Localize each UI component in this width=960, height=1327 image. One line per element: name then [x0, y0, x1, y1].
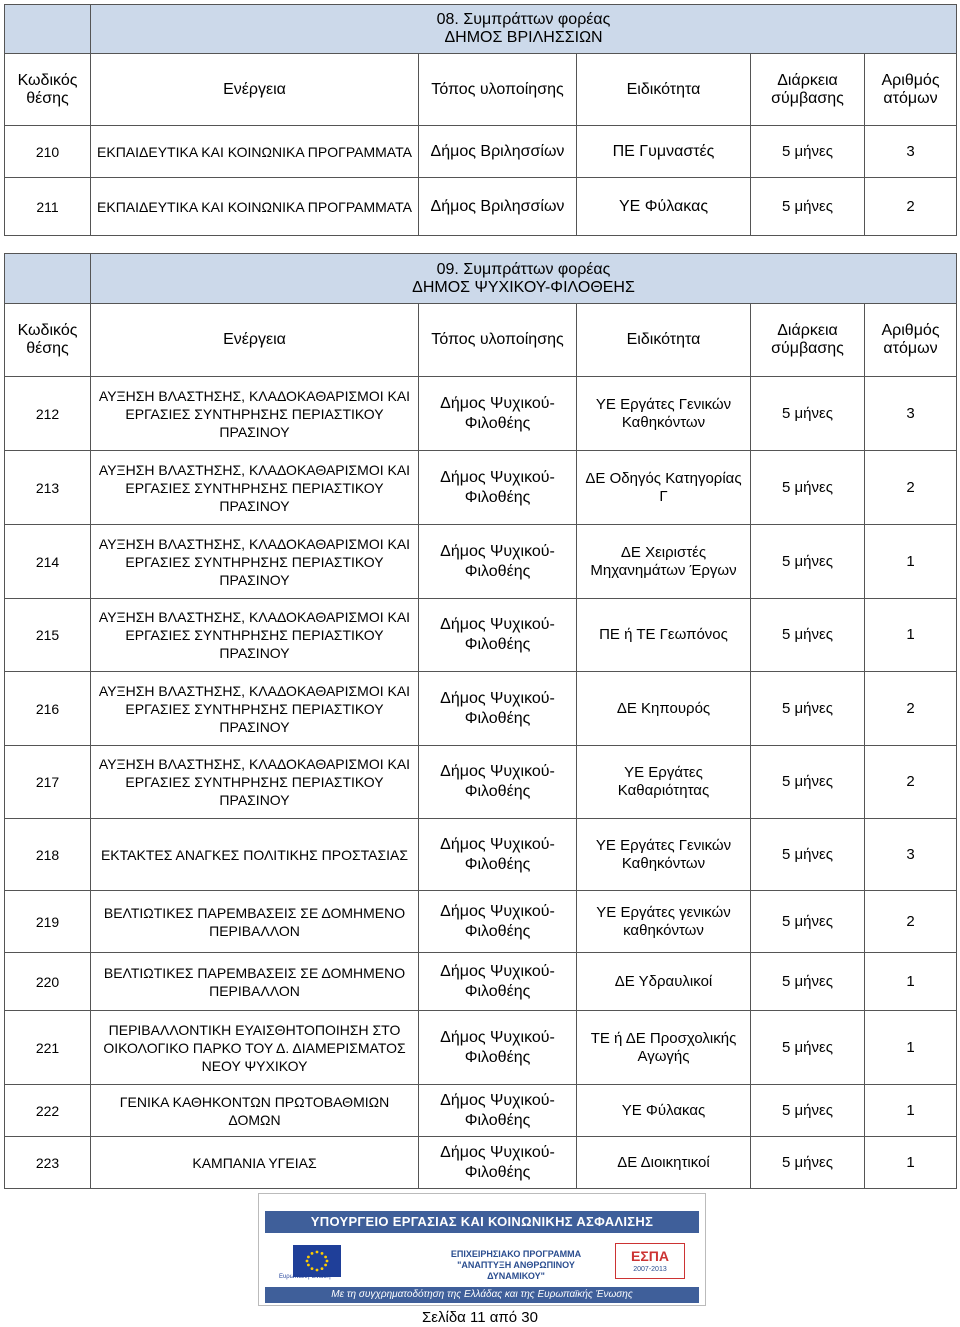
cell-specialty: ΔΕ Διοικητικοί: [577, 1137, 751, 1189]
cell-duration: 5 μήνες: [751, 672, 865, 746]
section-09-table: [4, 253, 957, 1189]
cell-specialty: ΔΕ Κηπουρός: [577, 672, 751, 746]
header-specialty: Ειδικότητα: [577, 54, 751, 126]
cell-specialty: ΥΕ Εργάτες Γενικών Καθηκόντων: [577, 377, 751, 451]
cell-code: 210: [5, 126, 91, 178]
header-row: [5, 54, 957, 126]
cell-count: 2: [865, 178, 957, 236]
espa-label: ΕΣΠΑ: [631, 1248, 669, 1264]
eu-caption: Ευρωπαϊκή Ένωση: [279, 1274, 331, 1280]
cell-action: ΑΥΞΗΣΗ ΒΛΑΣΤΗΣΗΣ, ΚΛΑΔΟΚΑΘΑΡΙΣΜΟΙ ΚΑΙ ΕΡΓΑΣΙΕΣ ΣΥΝΤΗΡΗΣΗΣ ΠΕΡΙΑΣΤΙΚΟΥ ΠΡΑΣΙΝΟΥ: [91, 377, 419, 451]
header-place: Τόπος υλοποίησης: [419, 54, 577, 126]
cell-duration: 5 μήνες: [751, 1085, 865, 1137]
cell-duration: 5 μήνες: [751, 451, 865, 525]
cell-count: 2: [865, 891, 957, 953]
table-row: [5, 819, 957, 891]
cell-specialty: ΥΕ Φύλακας: [577, 178, 751, 236]
ministry-title: ΥΠΟΥΡΓΕΙΟ ΕΡΓΑΣΙΑΣ ΚΑΙ ΚΟΙΝΩΝΙΚΗΣ ΑΣΦΑΛΙΣΗΣ: [265, 1211, 699, 1233]
cell-specialty: ΤΕ ή ΔΕ Προσχολικής Αγωγής: [577, 1011, 751, 1085]
header-code: Κωδικός θέσης: [5, 54, 91, 126]
cell-specialty: ΠΕ Γυμναστές: [577, 126, 751, 178]
cell-duration: 5 μήνες: [751, 891, 865, 953]
cell-code: 220: [5, 953, 91, 1011]
cell-code: 211: [5, 178, 91, 236]
cell-count: 1: [865, 953, 957, 1011]
cell-code: 216: [5, 672, 91, 746]
section-09-body: [5, 377, 957, 1189]
header-duration: Διάρκεια σύμβασης: [751, 304, 865, 377]
cell-specialty: ΠΕ ή ΤΕ Γεωπόνος: [577, 599, 751, 672]
cell-count: 1: [865, 1137, 957, 1189]
cell-action: ΒΕΛΤΙΩΤΙΚΕΣ ΠΑΡΕΜΒΑΣΕΙΣ ΣΕ ΔΟΜΗΜΕΝΟ ΠΕΡΙΒΑΛΛΟΝ: [91, 891, 419, 953]
section-08-table: [4, 4, 957, 236]
cell-count: 2: [865, 672, 957, 746]
header-duration: Διάρκεια σύμβασης: [751, 54, 865, 126]
cell-code: 222: [5, 1085, 91, 1137]
cell-action: ΚΑΜΠΑΝΙΑ ΥΓΕΙΑΣ: [91, 1137, 419, 1189]
cell-place: Δήμος Βριλησσίων: [419, 178, 577, 236]
operational-program-logo: ΕΠΙΧΕΙΡΗΣΙΑΚΟ ΠΡΟΓΡΑΜΜΑ "ΑΝΑΠΤΥΞΗ ΑΝΘΡΩΠΙΝΟΥ ΔΥΝΑΜΙΚΟΥ": [450, 1249, 582, 1281]
ministry-banner: [258, 1193, 706, 1306]
section-title: [91, 5, 957, 54]
cell-action: ΒΕΛΤΙΩΤΙΚΕΣ ΠΑΡΕΜΒΑΣΕΙΣ ΣΕ ΔΟΜΗΜΕΝΟ ΠΕΡΙΒΑΛΛΟΝ: [91, 953, 419, 1011]
cofinance-note: Με τη συγχρηματοδότηση της Ελλάδας και της Ευρωπαϊκής Ένωσης: [265, 1287, 699, 1303]
cell-code: 213: [5, 451, 91, 525]
header-code: Κωδικός θέσης: [5, 304, 91, 377]
cell-code: 219: [5, 891, 91, 953]
cell-code: 214: [5, 525, 91, 599]
cell-code: 223: [5, 1137, 91, 1189]
cell-count: 3: [865, 819, 957, 891]
table-row: [5, 891, 957, 953]
cell-place: Δήμος Ψυχικού-Φιλοθέης: [419, 1085, 577, 1137]
cell-duration: 5 μήνες: [751, 1011, 865, 1085]
header-action: Ενέργεια: [91, 54, 419, 126]
cell-action: ΠΕΡΙΒΑΛΛΟΝΤΙΚΗ ΕΥΑΙΣΘΗΤΟΠΟΙΗΣΗ ΣΤΟ ΟΙΚΟΛΟΓΙΚΟ ΠΑΡΚΟ ΤΟΥ Δ. ΔΙΑΜΕΡΙΣΜΑΤΟΣ ΝΕΟΥ ΨΥΧΙΚΟΥ: [91, 1011, 419, 1085]
cell-place: Δήμος Ψυχικού-Φιλοθέης: [419, 1011, 577, 1085]
cell-count: 2: [865, 746, 957, 819]
header-count: Αριθμός ατόμων: [865, 304, 957, 377]
cell-code: 215: [5, 599, 91, 672]
eu-flag-icon: [293, 1245, 341, 1277]
cell-place: Δήμος Ψυχικού-Φιλοθέης: [419, 377, 577, 451]
cell-place: Δήμος Ψυχικού-Φιλοθέης: [419, 746, 577, 819]
table-row: [5, 953, 957, 1011]
cell-duration: 5 μήνες: [751, 819, 865, 891]
cell-specialty: ΔΕ Οδηγός Κατηγορίας Γ: [577, 451, 751, 525]
cell-count: 2: [865, 451, 957, 525]
cell-count: 3: [865, 126, 957, 178]
cell-specialty: ΥΕ Εργάτες Καθαριότητας: [577, 746, 751, 819]
cell-action: ΑΥΞΗΣΗ ΒΛΑΣΤΗΣΗΣ, ΚΛΑΔΟΚΑΘΑΡΙΣΜΟΙ ΚΑΙ ΕΡΓΑΣΙΕΣ ΣΥΝΤΗΡΗΣΗΣ ΠΕΡΙΑΣΤΙΚΟΥ ΠΡΑΣΙΝΟΥ: [91, 599, 419, 672]
table-row: [5, 1137, 957, 1189]
header-row: [5, 304, 957, 377]
cell-duration: 5 μήνες: [751, 377, 865, 451]
cell-place: Δήμος Ψυχικού-Φιλοθέης: [419, 525, 577, 599]
cell-specialty: ΔΕ Χειριστές Μηχανημάτων Έργων: [577, 525, 751, 599]
header-action: Ενέργεια: [91, 304, 419, 377]
espa-years: 2007-2013: [633, 1266, 667, 1273]
cell-duration: 5 μήνες: [751, 1137, 865, 1189]
table-row: [5, 451, 957, 525]
section-title-line2: ΔΗΜΟΣ ΨΥΧΙΚΟΥ-ΦΙΛΟΘΕΗΣ: [412, 278, 635, 296]
cell-code: 217: [5, 746, 91, 819]
table-row: [5, 377, 957, 451]
cell-action: ΑΥΞΗΣΗ ΒΛΑΣΤΗΣΗΣ, ΚΛΑΔΟΚΑΘΑΡΙΣΜΟΙ ΚΑΙ ΕΡΓΑΣΙΕΣ ΣΥΝΤΗΡΗΣΗΣ ΠΕΡΙΑΣΤΙΚΟΥ ΠΡΑΣΙΝΟΥ: [91, 672, 419, 746]
cell-action: ΓΕΝΙΚΑ ΚΑΘΗΚΟΝΤΩΝ ΠΡΩΤΟΒΑΘΜΙΩΝ ΔΟΜΩΝ: [91, 1085, 419, 1137]
cell-duration: 5 μήνες: [751, 746, 865, 819]
cell-code: 218: [5, 819, 91, 891]
cell-place: Δήμος Ψυχικού-Φιλοθέης: [419, 819, 577, 891]
section-title-line2: ΔΗΜΟΣ ΒΡΙΛΗΣΣΙΩΝ: [444, 29, 603, 46]
cell-duration: 5 μήνες: [751, 126, 865, 178]
cell-specialty: ΥΕ Εργάτες Γενικών Καθηκόντων: [577, 819, 751, 891]
cell-place: Δήμος Ψυχικού-Φιλοθέης: [419, 599, 577, 672]
table-row: [5, 672, 957, 746]
cell-place: Δήμος Ψυχικού-Φιλοθέης: [419, 451, 577, 525]
cell-action: ΕΚΠΑΙΔΕΥΤΙΚΑ ΚΑΙ ΚΟΙΝΩΝΙΚΑ ΠΡΟΓΡΑΜΜΑΤΑ: [91, 178, 419, 236]
cell-place: Δήμος Ψυχικού-Φιλοθέης: [419, 1137, 577, 1189]
cell-count: 3: [865, 377, 957, 451]
table-row: [5, 746, 957, 819]
table-row: [5, 1085, 957, 1137]
cell-duration: 5 μήνες: [751, 178, 865, 236]
empty-title-cell: [5, 254, 91, 304]
section-title-line1: 08. Συμπράττων φορέας: [436, 11, 611, 28]
cell-code: 212: [5, 377, 91, 451]
cell-place: Δήμος Ψυχικού-Φιλοθέης: [419, 953, 577, 1011]
cell-action: ΑΥΞΗΣΗ ΒΛΑΣΤΗΣΗΣ, ΚΛΑΔΟΚΑΘΑΡΙΣΜΟΙ ΚΑΙ ΕΡΓΑΣΙΕΣ ΣΥΝΤΗΡΗΣΗΣ ΠΕΡΙΑΣΤΙΚΟΥ ΠΡΑΣΙΝΟΥ: [91, 746, 419, 819]
cell-action: ΑΥΞΗΣΗ ΒΛΑΣΤΗΣΗΣ, ΚΛΑΔΟΚΑΘΑΡΙΣΜΟΙ ΚΑΙ ΕΡΓΑΣΙΕΣ ΣΥΝΤΗΡΗΣΗΣ ΠΕΡΙΑΣΤΙΚΟΥ ΠΡΑΣΙΝΟΥ: [91, 525, 419, 599]
cell-count: 1: [865, 599, 957, 672]
header-count: Αριθμός ατόμων: [865, 54, 957, 126]
cell-place: Δήμος Ψυχικού-Φιλοθέης: [419, 672, 577, 746]
cell-duration: 5 μήνες: [751, 599, 865, 672]
table-row: [5, 126, 957, 178]
table-row: [5, 1011, 957, 1085]
header-place: Τόπος υλοποίησης: [419, 304, 577, 377]
table-row: [5, 525, 957, 599]
table-row: [5, 599, 957, 672]
cell-count: 1: [865, 1085, 957, 1137]
cell-duration: 5 μήνες: [751, 953, 865, 1011]
espa-logo: [615, 1243, 685, 1279]
cell-place: Δήμος Βριλησσίων: [419, 126, 577, 178]
cell-action: ΕΚΤΑΚΤΕΣ ΑΝΑΓΚΕΣ ΠΟΛΙΤΙΚΗΣ ΠΡΟΣΤΑΣΙΑΣ: [91, 819, 419, 891]
section-title: [91, 254, 957, 304]
header-specialty: Ειδικότητα: [577, 304, 751, 377]
cell-place: Δήμος Ψυχικού-Φιλοθέης: [419, 891, 577, 953]
table-row: [5, 178, 957, 236]
cell-specialty: ΥΕ Εργάτες γενικών καθηκόντων: [577, 891, 751, 953]
section-title-line1: 09. Συμπράττων φορέας: [436, 260, 611, 278]
cell-specialty: ΥΕ Φύλακας: [577, 1085, 751, 1137]
empty-title-cell: [5, 5, 91, 54]
cell-action: ΑΥΞΗΣΗ ΒΛΑΣΤΗΣΗΣ, ΚΛΑΔΟΚΑΘΑΡΙΣΜΟΙ ΚΑΙ ΕΡΓΑΣΙΕΣ ΣΥΝΤΗΡΗΣΗΣ ΠΕΡΙΑΣΤΙΚΟΥ ΠΡΑΣΙΝΟΥ: [91, 451, 419, 525]
cell-count: 1: [865, 525, 957, 599]
cell-action: ΕΚΠΑΙΔΕΥΤΙΚΑ ΚΑΙ ΚΟΙΝΩΝΙΚΑ ΠΡΟΓΡΑΜΜΑΤΑ: [91, 126, 419, 178]
cell-duration: 5 μήνες: [751, 525, 865, 599]
cell-specialty: ΔΕ Υδραυλικοί: [577, 953, 751, 1011]
cell-code: 221: [5, 1011, 91, 1085]
cell-count: 1: [865, 1011, 957, 1085]
page-number: Σελίδα 11 από 30: [422, 1309, 538, 1326]
